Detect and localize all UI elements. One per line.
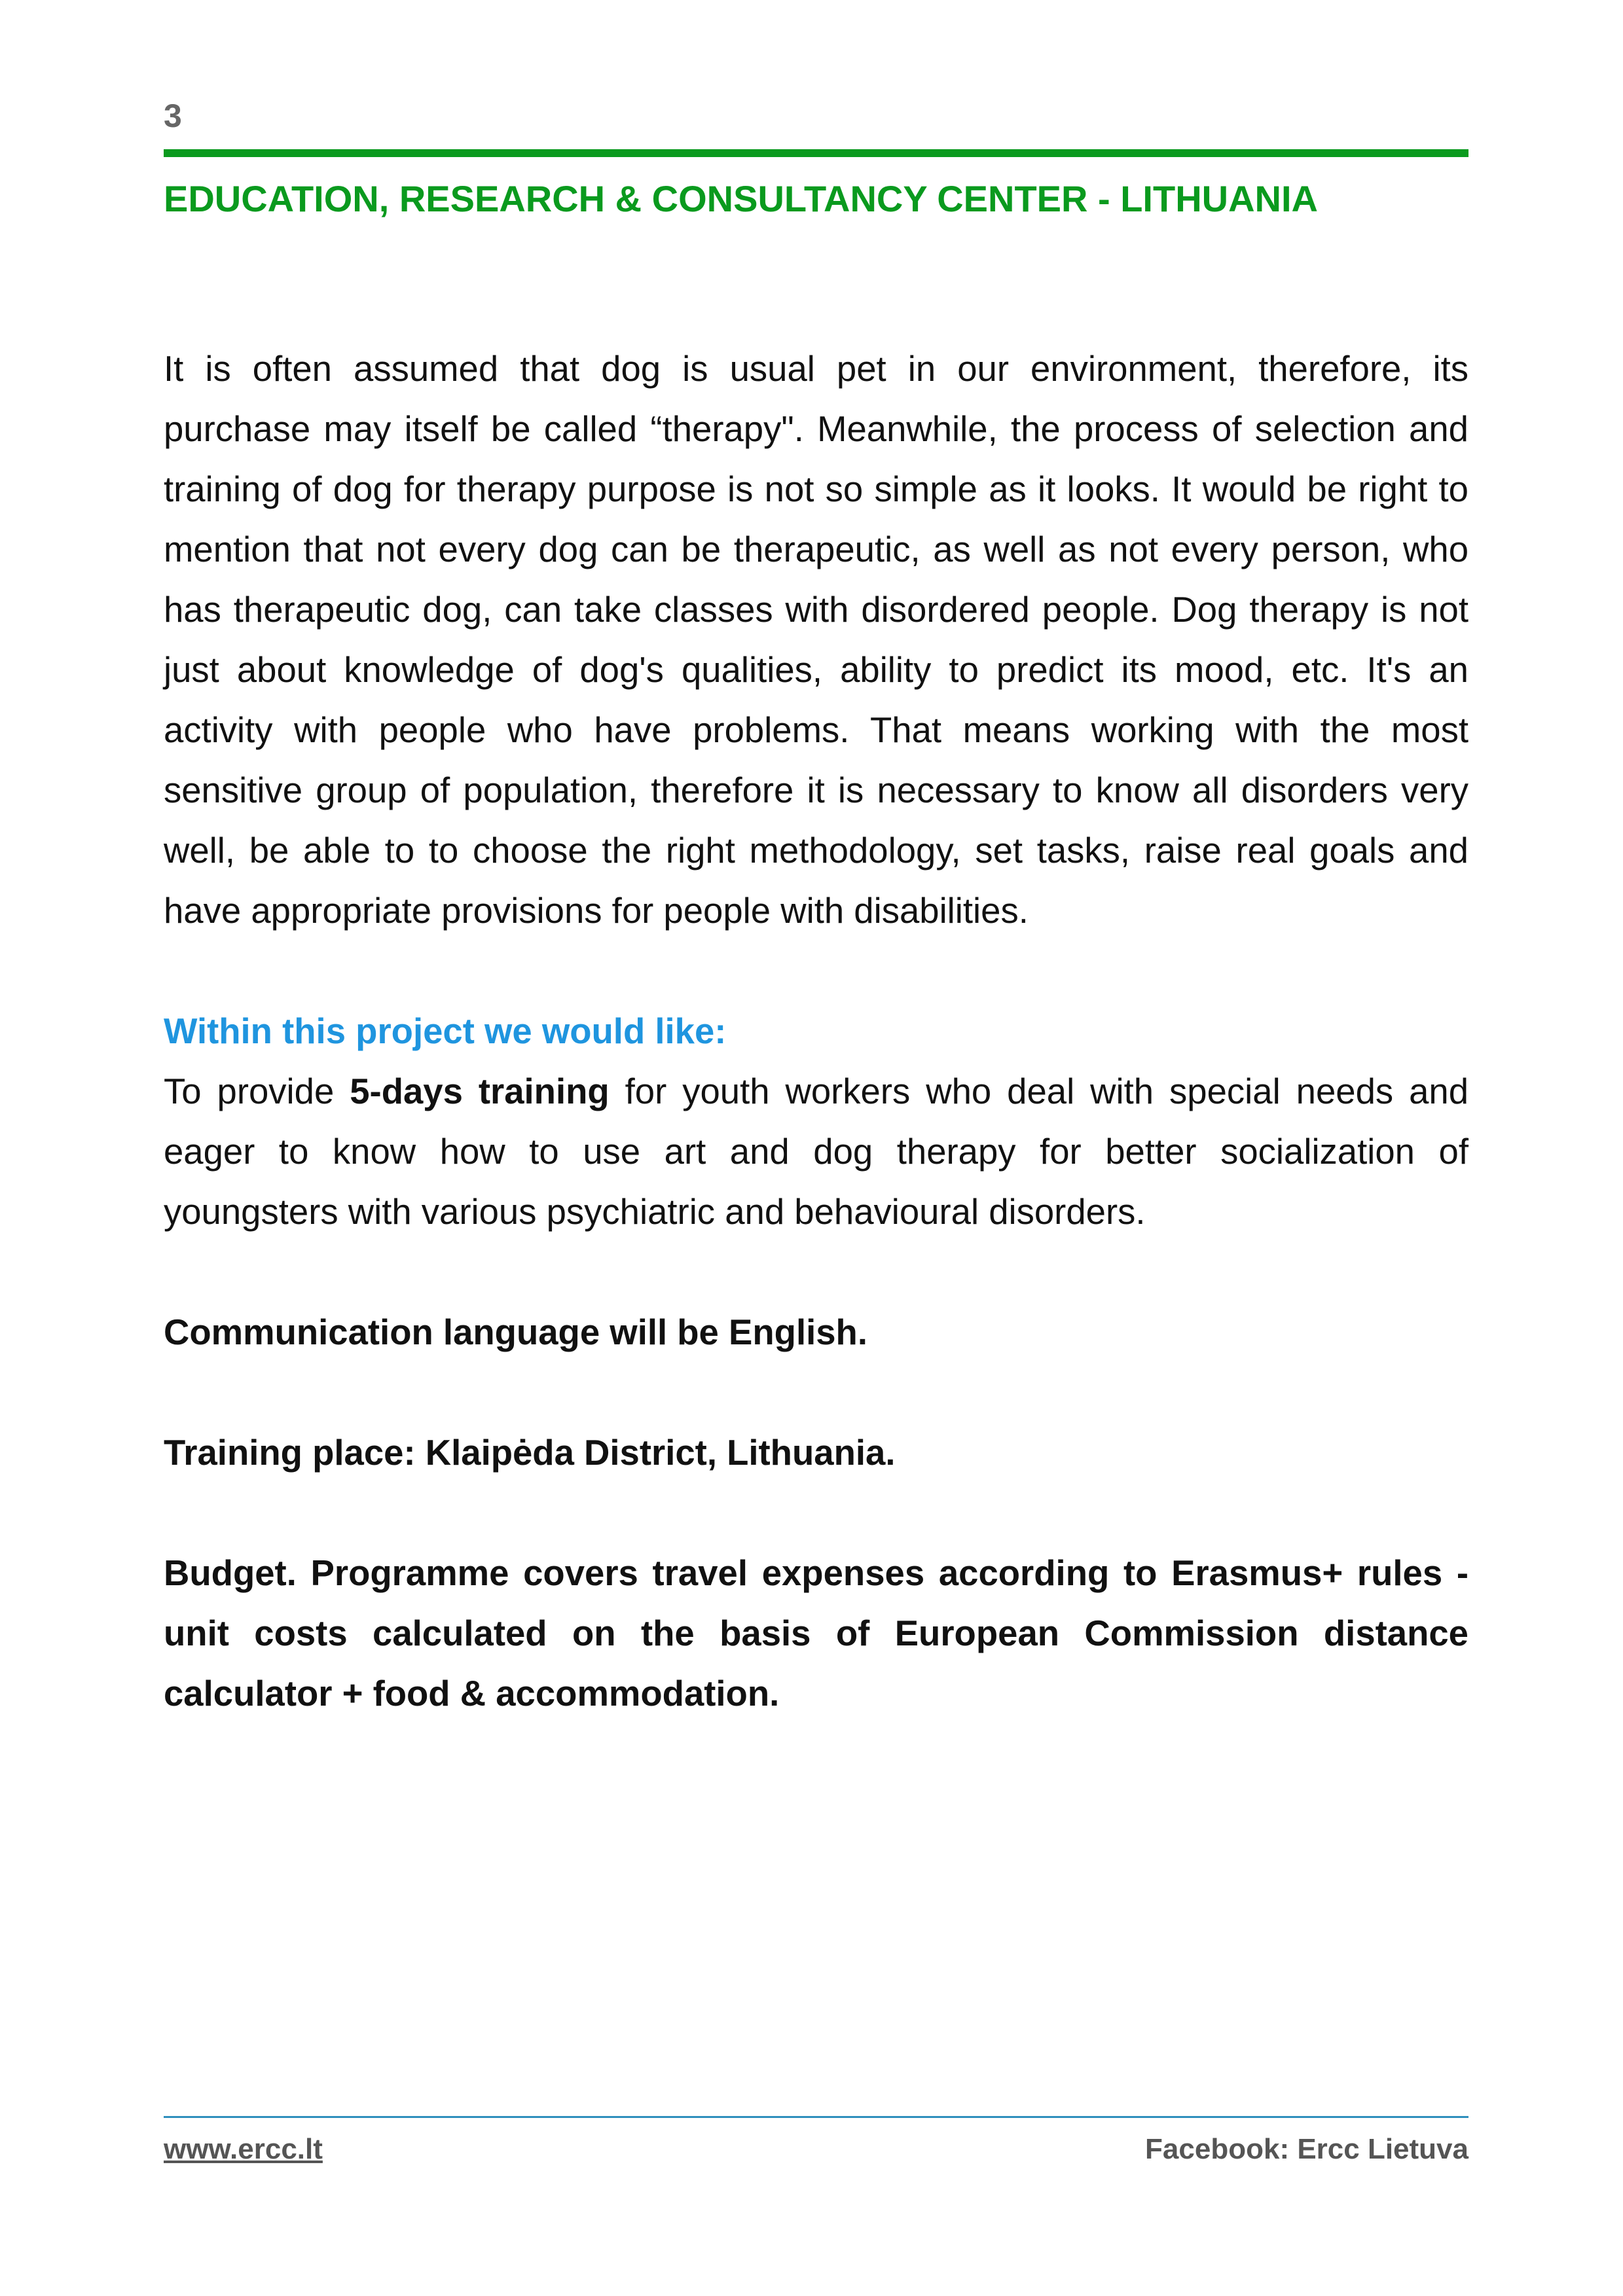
project-description — [164, 1062, 1468, 1242]
main-content — [164, 339, 1468, 1724]
spacer — [164, 1483, 1468, 1543]
spacer — [164, 1242, 1468, 1302]
page-number: 3 — [164, 98, 182, 134]
project-heading: Within this project we would like: — [164, 1011, 727, 1051]
footer-divider — [164, 2116, 1468, 2118]
website-link[interactable]: www.ercc.lt — [164, 2133, 323, 2165]
project-text-prefix: To provide — [164, 1071, 350, 1111]
training-place-statement: Training place: Klaipėda District, Lithuania. — [164, 1433, 896, 1473]
budget-statement: Budget. Programme covers travel expenses according to Erasmus+ rules - unit costs calculated on the basis of European Commission distance calculator + food & accommodation. — [164, 1553, 1468, 1713]
header-divider — [164, 149, 1468, 157]
organization-title: EDUCATION, RESEARCH & CONSULTANCY CENTER - LITHUANIA — [164, 178, 1318, 219]
facebook-label: Facebook: Ercc Lietuva — [1145, 2133, 1468, 2165]
spacer — [164, 1363, 1468, 1423]
language-statement: Communication language will be English. — [164, 1312, 867, 1352]
training-duration-highlight: 5-days training — [350, 1071, 610, 1111]
intro-paragraph: It is often assumed that dog is usual pet in our environment, therefore, its purchase may itself be called “therapy". Meanwhile, the process of selection and training of dog for therapy purpose is not so simple as it looks. It would be right to mention that not every dog can be therapeutic, as well as not every person, who has therapeutic dog, can take classes with disordered people. Dog therapy is not just about knowledge of dog's qualities, ability to predict its mood, etc. It's an activity with people who have problems. That means working with the most sensitive group of population, therefore it is necessary to know all disorders very well, be able to to choose the right methodology, set tasks, raise real goals and have appropriate provisions for people with disabilities. — [164, 349, 1468, 931]
spacer — [164, 941, 1468, 1001]
project-text-suffix: for youth workers who deal with special needs and eager to know how to use art and dog therapy for better socialization of youngsters with various psychiatric and behavioural disorders. — [164, 1071, 1469, 1232]
